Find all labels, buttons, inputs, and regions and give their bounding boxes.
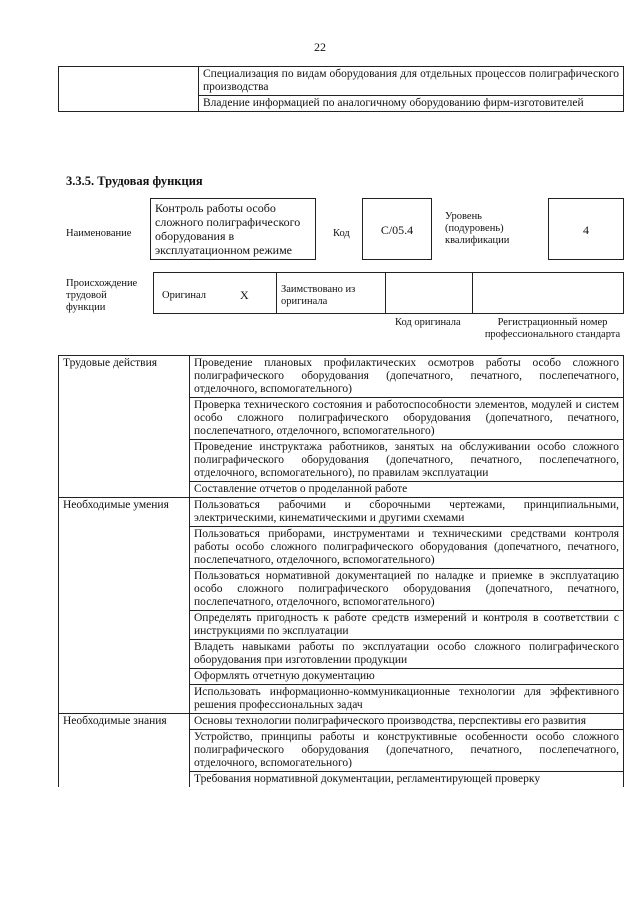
table-cell: Проверка технического состояния и работоспособности элементов, модулей и систем особо сложного полиграфического оборудования (допечатного, печатного, послепечатного, отделочного, вспомогательного) xyxy=(190,398,624,440)
table-cell: Устройство, принципы работы и конструктивные особенности особо сложного полиграфического оборудования (допечатного, печатного, послепечатного, отделочного, вспомогательного) xyxy=(190,730,624,772)
reg-number-caption: Регистрационный номер профессионального стандарта xyxy=(484,317,621,340)
table-cell: Составление отчетов о проделанной работе xyxy=(190,482,624,498)
code-original-caption: Код оригинала xyxy=(395,317,461,328)
table-cell: Проведение плановых профилактических осмотров работы особо сложного полиграфического оборудования (допечатного, печатного, послепечатного, отделочного, вспомогательного) xyxy=(190,356,624,398)
original-label: Оригинал xyxy=(162,290,206,301)
table-cell: Владение информацией по аналогичному оборудованию фирм-изготовителей xyxy=(199,96,624,112)
table-cell: Пользоваться нормативной документацией по наладке и приемке в эксплуатацию особо сложного полиграфического оборудования (допечатного, печатного, послепечатного, отделочного, вспомогательного) xyxy=(190,569,624,611)
table-cell: Пользоваться рабочими и сборочными чертежами, принципиальными, электрическими, кинематическими и другими схемами xyxy=(190,498,624,527)
divider xyxy=(276,273,277,313)
code-label: Код xyxy=(333,228,350,239)
original-mark: X xyxy=(240,288,249,302)
origin-label: Происхождение трудовой функции xyxy=(66,278,138,313)
level-label: Уровень (подуровень) квалификации xyxy=(445,211,510,246)
table-cell: Основы технологии полиграфического производства, перспективы его развития xyxy=(190,714,624,730)
divider xyxy=(472,273,473,313)
table-cell: Определять пригодность к работе средств измерений и контроля в соответствии с инструкциями по эксплуатации xyxy=(190,611,624,640)
table-cell: Использовать информационно-коммуникационные технологии для эффективного решения профессиональных задач xyxy=(190,685,624,714)
table-row xyxy=(59,67,624,96)
level-box: 4 xyxy=(548,198,624,260)
table-cell: Требования нормативной документации, регламентирующей проверку xyxy=(190,772,624,788)
main-table xyxy=(58,355,624,787)
table-row xyxy=(59,714,624,730)
section-title: 3.3.5. Трудовая функция xyxy=(66,174,203,188)
group-label-actions: Трудовые действия xyxy=(59,356,190,498)
table-row xyxy=(59,356,624,398)
continuation-table xyxy=(58,66,624,112)
table-row xyxy=(59,498,624,527)
page-number: 22 xyxy=(314,40,326,54)
table-cell: Владеть навыками работы по эксплуатации особо сложного полиграфического оборудования при изготовлении продукции xyxy=(190,640,624,669)
origin-box xyxy=(153,272,624,314)
table-cell: Специализация по видам оборудования для отдельных процессов полиграфического производства xyxy=(199,67,624,96)
divider xyxy=(385,273,386,313)
borrowed-label: Заимствовано из оригинала xyxy=(281,284,356,307)
name-label: Наименование xyxy=(66,228,132,239)
function-name-box: Контроль работы особо сложного полиграфического оборудования в эксплуатационном режиме xyxy=(150,198,316,260)
table-cell: Пользоваться приборами, инструментами и техническими средствами контроля работы особо сложного полиграфического оборудования (допечатного, печатного, послепечатного, отделочного, вспомогательного) xyxy=(190,527,624,569)
group-label-skills: Необходимые умения xyxy=(59,498,190,714)
code-box: C/05.4 xyxy=(362,198,432,260)
empty-label-cell xyxy=(59,67,199,112)
group-label-knowledge: Необходимые знания xyxy=(59,714,190,788)
table-cell: Оформлять отчетную документацию xyxy=(190,669,624,685)
table-cell: Проведение инструктажа работников, занятых на обслуживании особо сложного полиграфического оборудования (допечатного, печатного, послепечатного, отделочного, вспомогательного), по правилам эксплуатации xyxy=(190,440,624,482)
